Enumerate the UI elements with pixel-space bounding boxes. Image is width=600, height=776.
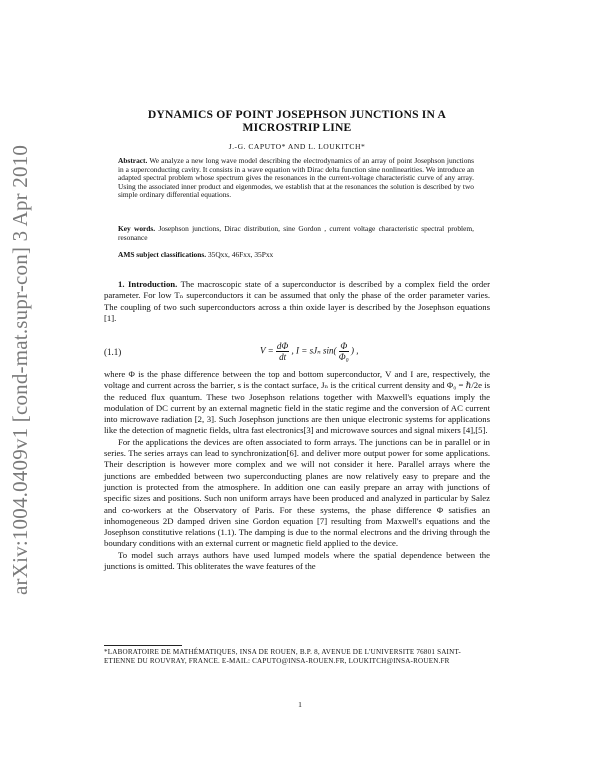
abstract-label: Abstract. bbox=[118, 156, 148, 165]
page-number: 1 bbox=[298, 700, 302, 709]
frac2-denominator: Φ₀ bbox=[338, 352, 349, 362]
frac1-numerator: dΦ bbox=[276, 341, 289, 351]
eq-end: ) , bbox=[350, 345, 359, 356]
arxiv-stamp: arXiv:1004.0409v1 [cond-mat.supr-con] 3 Apr 2010 bbox=[8, 144, 32, 595]
paragraph-where: where Φ is the phase difference between the top and bottom superconductor, V and I are, respectively, the voltage and current across the barrier, s is the contact surface, Jₙ is the critical current density and Φ₀ = ℏ/2e is the reduced flux quantum. These two Josephson relations together with Maxwell's equations imply the modulation of DC current by an external magnetic field in the static regime and the conversion of AC current into microwave radiation [2, 3]. Such Josephson junctions are then unique electronic systems for applications like the detection of magnetic fields, ultra fast electronics[3] and microwave sources and signal mixers [4],[5]. bbox=[104, 369, 490, 436]
footnote-affiliation: *LABORATOIRE DE MATHÉMATIQUES, INSA DE ROUEN, B.P. 8, AVENUE DE L'UNIVERSITE 76801 SAINT-ETIENNE DU ROUVRAY, FRANCE. E-MAIL: CAPUTO@INSA-ROUEN.FR, LOUKITCH@INSA-ROUEN.FR bbox=[104, 648, 461, 665]
keywords-text: Josephson junctions, Dirac distribution, sine Gordon , current voltage characteristic spectral problem, resonance bbox=[118, 224, 474, 242]
abstract-text: We analyze a new long wave model describing the electrodynamics of an array of point Josephson junctions in a superconducting cavity. It consists in a wave equation with Dirac delta function sine nonlinearities. We introduce an adapted spectral problem whose spectrum gives the resonances in the current-voltage characteristic curve of any array. Using the associated inner product and eigenmodes, we establish that at the resonances the solution is described by two simple ordinary differential equations. bbox=[118, 156, 474, 200]
frac1-denominator: dt bbox=[279, 352, 287, 362]
equation-body bbox=[260, 341, 358, 362]
paragraph-arrays: For the applications the devices are often associated to form arrays. The junctions can be in parallel or in series. The series arrays can lead to synchronization[6]. and deliver more output power for some applications. Their description is however more complex and we will not consider it here. Parallel arrays where the junctions are embedded between two superconducting planes are now relatively easy to prepare and the junction is protected from the atmosphere. In addition one can easily prepare an array with junctions of specific sizes and positions. Such non uniform arrays have been produced and analyzed in particular by Salez and co-workers at the Observatory of Paris. For these systems, the phase difference Φ satisfies an inhomogeneous 2D damped driven sine Gordon equation [7] resulting from Maxwell's equations and the Josephson constitutive relations (1.1). The damping is due to the normal electrons and the driving through the boundary conditions with an external current or magnetic field applied to the device. bbox=[104, 436, 490, 549]
eq-mid: , I = sJₙ sin( bbox=[291, 345, 337, 356]
ams-text: 35Qxx, 46Fxx, 35Pxx bbox=[207, 250, 274, 259]
equation-number: (1.1) bbox=[104, 347, 122, 357]
authors: J.-G. CAPUTO* AND L. LOUKITCH* bbox=[228, 142, 366, 151]
keywords bbox=[118, 225, 474, 242]
fraction-phi-phi0 bbox=[339, 341, 349, 362]
eq-lhs: V = bbox=[260, 345, 274, 356]
introduction-section bbox=[104, 279, 490, 324]
paper-title bbox=[104, 108, 490, 134]
frac2-numerator: Φ bbox=[340, 341, 348, 351]
intro-paragraph: The macroscopic state of a superconductor is described by a complex field the order parameter. For low Tₙ superconductors it can be assumed that only the phase of the order parameter varies. The coupling of two such superconductors across a thin oxide layer is described by the Josephson equations [1]. bbox=[104, 279, 491, 323]
footnote-rule bbox=[104, 645, 182, 646]
ams-label: AMS subject classifications. bbox=[118, 250, 207, 259]
equation-1-1 bbox=[104, 341, 490, 365]
section-heading: 1. Introduction. bbox=[118, 279, 178, 289]
abstract bbox=[118, 157, 474, 200]
paragraph-lumped: To model such arrays authors have used lumped models where the spatial dependence between the junctions is omitted. This obliterates the wave features of the bbox=[104, 549, 490, 572]
fraction-dphi-dt bbox=[276, 341, 289, 362]
body-text bbox=[104, 369, 490, 572]
title-line-2: MICROSTRIP LINE bbox=[242, 121, 352, 134]
keywords-label: Key words. bbox=[118, 224, 156, 233]
title-line-1: DYNAMICS OF POINT JOSEPHSON JUNCTIONS IN A bbox=[147, 108, 447, 121]
ams-classifications bbox=[118, 251, 474, 260]
